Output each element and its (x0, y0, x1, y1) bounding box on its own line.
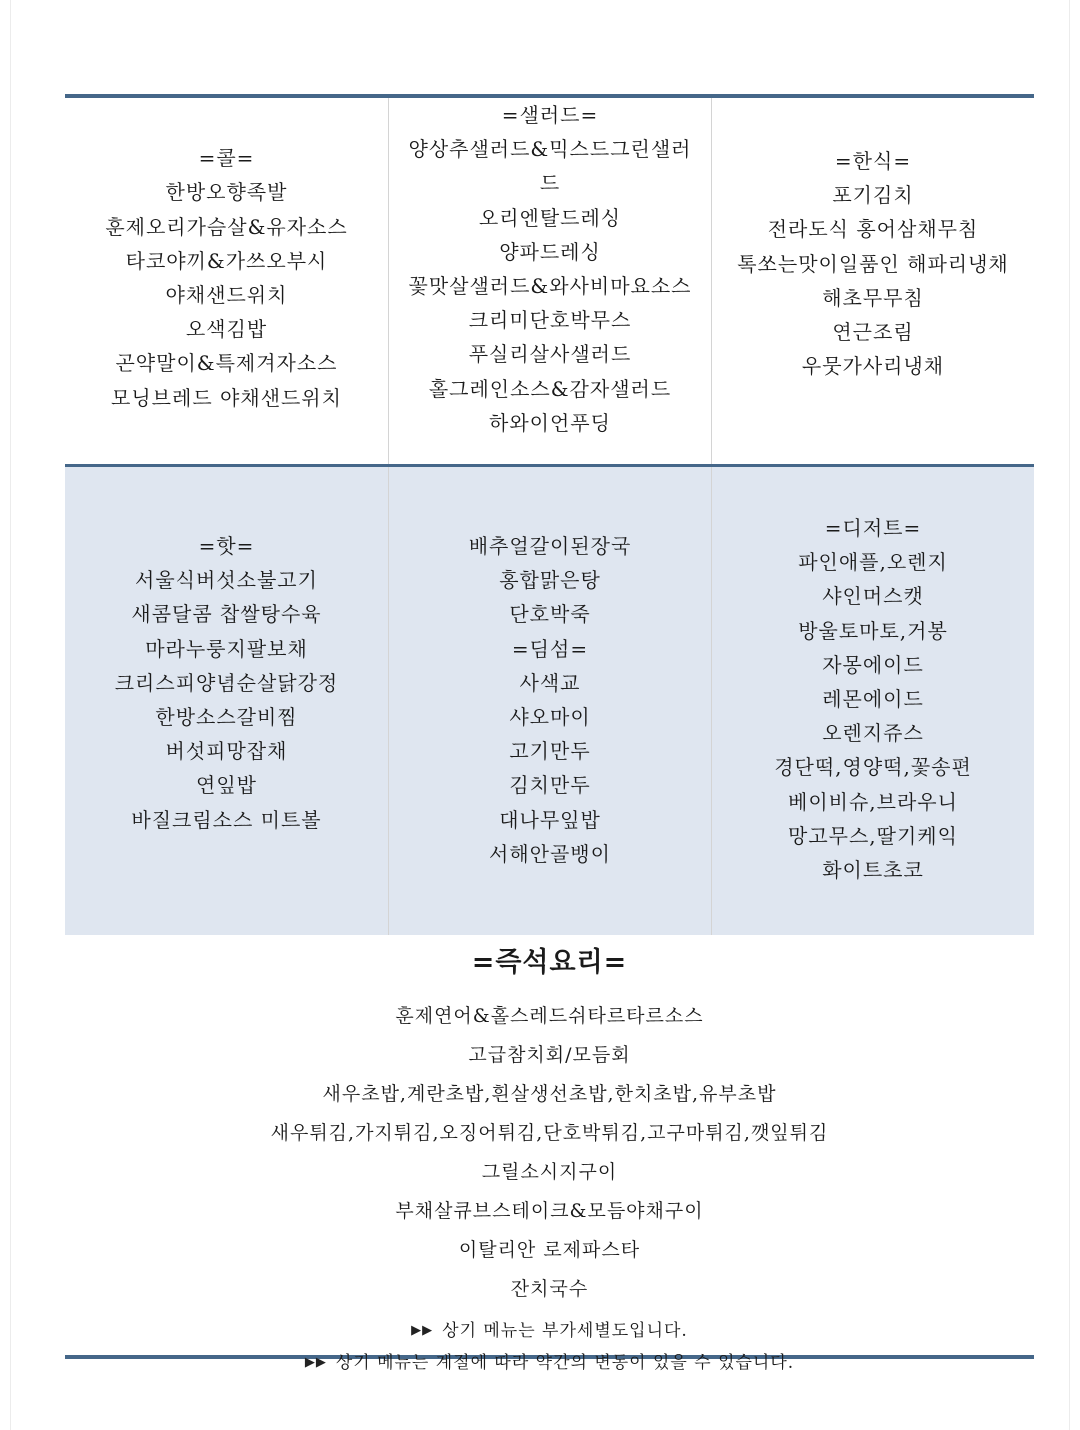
cold-item: 타코야끼&가쓰오부시 (125, 248, 328, 273)
dessert-title: =디저트= (824, 516, 922, 540)
note-vat-text: 상기 메뉴는 부가세별도입니다. (442, 1321, 688, 1341)
live-cooking-item: 새우초밥,계란초밥,흰살생선초밥,한치초밥,유부초밥 (322, 1083, 777, 1105)
live-cooking-item: 그릴소시지구이 (481, 1161, 618, 1183)
hot-item: 한방소스갈비찜 (155, 705, 298, 730)
korean-item: 해초무무침 (822, 285, 924, 310)
hot-item: 버섯피망잡채 (165, 739, 288, 764)
dessert-section (711, 467, 1034, 935)
dimsum-item: 고기만두 (509, 739, 591, 764)
fast-forward-icon: ▶▶ (411, 1323, 434, 1338)
korean-item: 연근조림 (832, 320, 914, 345)
soup-item: 단호박죽 (509, 602, 591, 627)
korean-item: 전라도식 홍어삼채무침 (767, 217, 979, 242)
notes (65, 1309, 1034, 1379)
live-cooking-item: 부채살큐브스테이크&모듬야채구이 (395, 1200, 704, 1222)
salad-title: =샐러드= (501, 103, 599, 127)
dessert-item: 화이트초코 (822, 858, 924, 883)
dessert-item: 경단떡,영양떡,꽃송편 (774, 755, 972, 780)
salad-item: 양상추샐러드&믹스드그린샐러드 (408, 137, 692, 196)
live-cooking-item: 새우튀김,가지튀김,오징어튀김,단호박튀김,고구마튀김,깻잎튀김 (270, 1122, 829, 1144)
dimsum-title: =딤섬= (511, 636, 589, 661)
soup-item: 배추얼갈이된장국 (468, 534, 632, 558)
salad-item: 홀그레인소스&감자샐러드 (428, 376, 672, 401)
dessert-item: 방울토마토,거봉 (798, 618, 948, 643)
salad-item: 푸실리살사샐러드 (468, 342, 632, 367)
hot-title: =핫= (198, 534, 255, 558)
live-cooking-item: 잔치국수 (510, 1278, 589, 1300)
dimsum-item: 사색교 (519, 670, 581, 695)
korean-title: =한식= (834, 149, 912, 173)
cold-item: 야채샌드위치 (165, 283, 288, 307)
live-cooking-item: 고급참치회/모듬회 (468, 1044, 631, 1066)
fast-forward-icon: ▶▶ (304, 1355, 327, 1370)
cold-item: 곤약말이&특제겨자소스 (115, 351, 338, 376)
page-frame-left (10, 0, 11, 1430)
salad-item: 크리미단호박무스 (468, 308, 632, 333)
menu-row-2 (65, 467, 1034, 935)
menu-table (65, 94, 1034, 1373)
dessert-item: 파인애플,오렌지 (798, 550, 948, 575)
hot-item: 바질크림소스 미트볼 (131, 807, 322, 832)
cold-item: 한방오향족발 (165, 180, 288, 205)
note-seasonal-text: 상기 메뉴는 계절에 따라 약간의 변동이 있을 수 있습니다. (335, 1353, 795, 1373)
live-cooking-section (65, 935, 1034, 1373)
cold-item: 오색김밥 (185, 317, 268, 342)
note-vat (65, 1315, 1034, 1347)
dessert-item: 베이비슈,브라우니 (788, 789, 958, 814)
dimsum-item: 김치만두 (509, 773, 591, 798)
salad-item: 꽃맛살샐러드&와사비마요소스 (408, 274, 692, 299)
dessert-item: 오렌지쥬스 (822, 721, 924, 746)
hot-item: 새콤달콤 찹쌀탕수육 (131, 602, 322, 627)
cold-title: =콜= (198, 146, 255, 171)
dessert-item: 망고무스,딸기케익 (788, 823, 958, 848)
salad-item: 하와이언푸딩 (489, 410, 611, 435)
cold-item: 모닝브레드 야채샌드위치 (111, 385, 342, 410)
live-cooking-item: 이탈리안 로제파스타 (458, 1239, 641, 1261)
dimsum-item: 서해안골뱅이 (489, 841, 611, 866)
live-cooking-list (65, 983, 1034, 1309)
korean-item: 우뭇가사리냉채 (801, 354, 945, 379)
live-cooking-item: 훈제연어&홀스레드쉬타르타르소스 (395, 1005, 704, 1027)
hot-item: 연잎밥 (196, 773, 257, 798)
page-frame-right (1069, 0, 1070, 1430)
korean-section (711, 98, 1034, 464)
dessert-item: 레몬에이드 (822, 687, 924, 712)
menu-row-1 (65, 98, 1034, 467)
cold-section (65, 98, 388, 464)
cold-item: 훈제오리가슴살&유자소스 (105, 214, 348, 239)
hot-item: 크리스피양념순살닭강정 (114, 670, 339, 695)
live-cooking-title: =즉석요리= (471, 947, 628, 978)
korean-item: 톡쏘는맛이일품인 해파리냉채 (737, 251, 1009, 276)
soup-item: 홍합맑은탕 (499, 568, 601, 593)
soup-dimsum-section (388, 467, 711, 935)
hot-item: 마라누룽지팔보채 (145, 636, 308, 661)
dessert-item: 자몽에이드 (822, 652, 924, 677)
korean-item: 포기김치 (832, 183, 914, 208)
salad-item: 오리엔탈드레싱 (478, 205, 622, 230)
hot-section (65, 467, 388, 935)
dessert-item: 샤인머스캣 (822, 584, 924, 609)
dimsum-item: 샤오마이 (509, 705, 591, 730)
note-seasonal (65, 1347, 1034, 1379)
salad-section (388, 98, 711, 464)
dimsum-item: 대나무잎밥 (499, 807, 601, 832)
hot-item: 서울식버섯소불고기 (135, 568, 318, 593)
salad-item: 양파드레싱 (499, 239, 601, 264)
